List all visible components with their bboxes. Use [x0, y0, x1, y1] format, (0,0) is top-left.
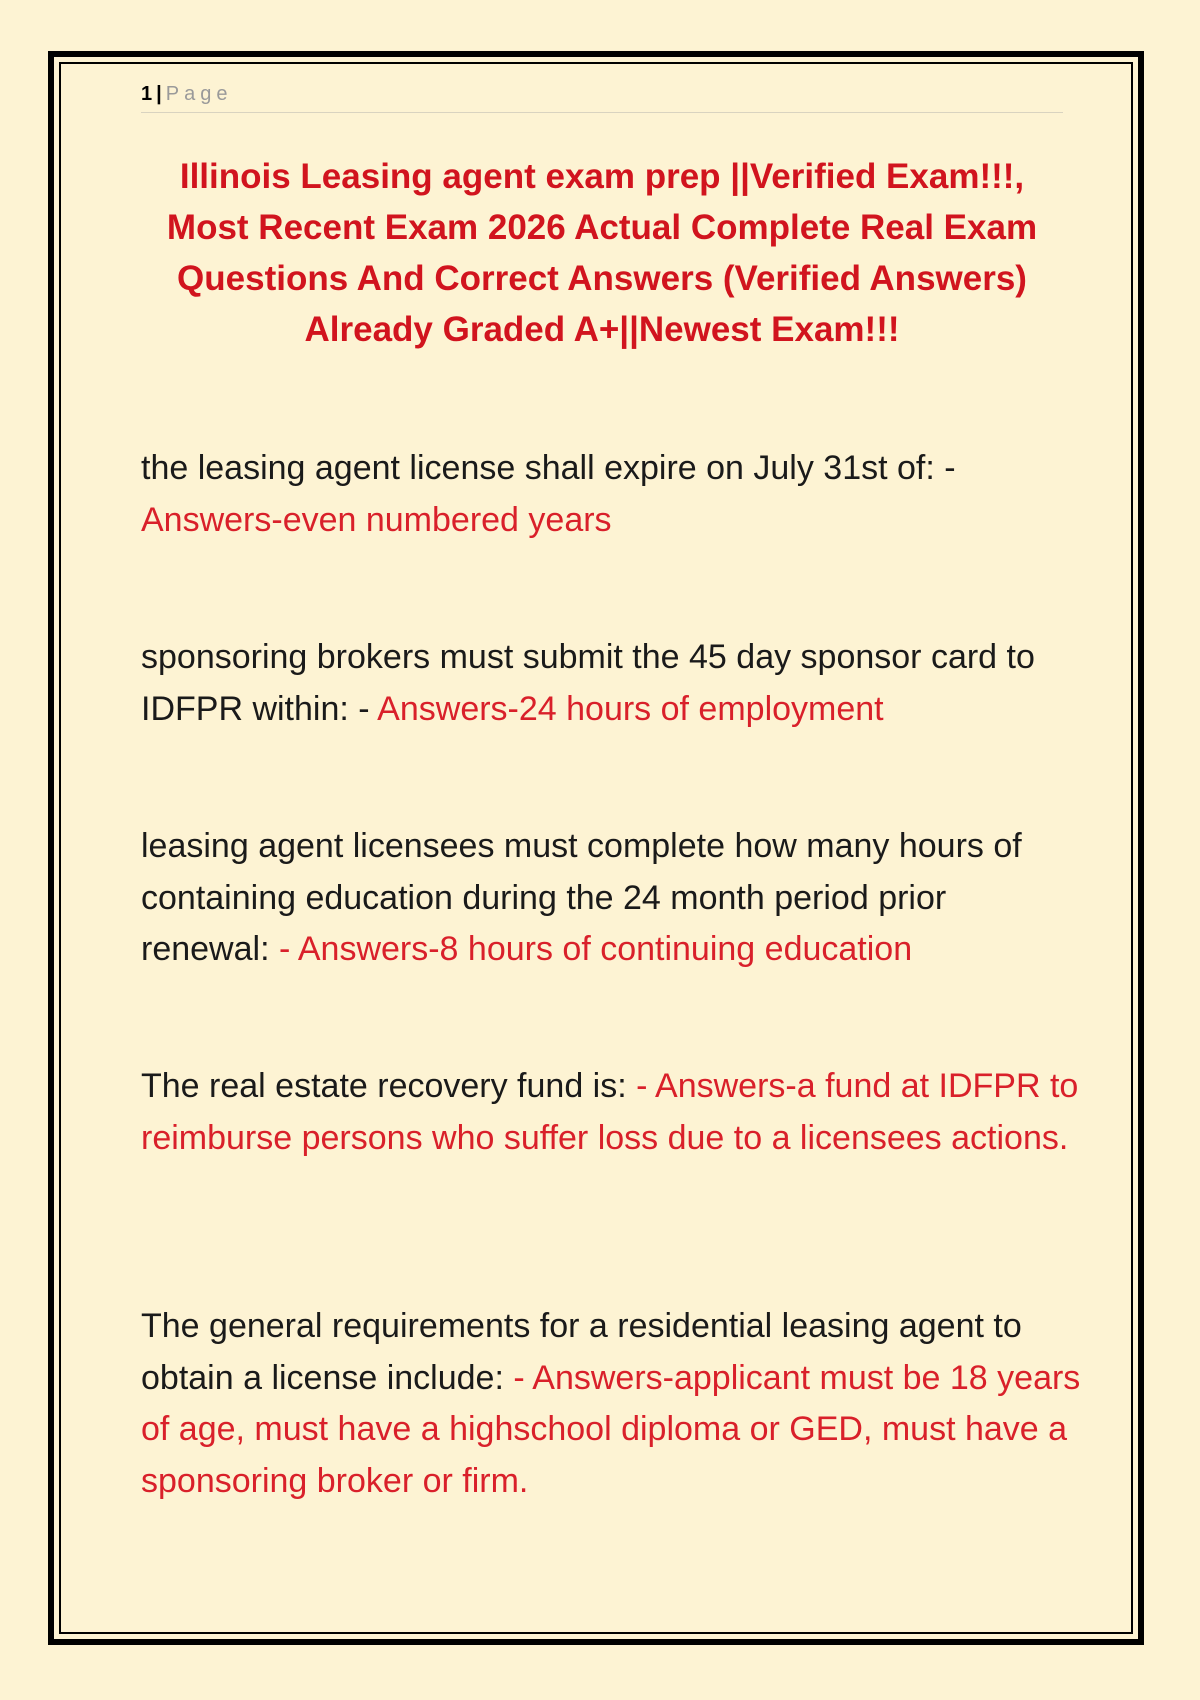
question-text: sponsoring brokers must submit the 45 day sponsor card to IDFPR within: - [141, 638, 1035, 728]
document-title: Illinois Leasing agent exam prep ||Verified Exam!!!, Most Recent Exam 2026 Actual Complete Real Exam Questions And Correct Answers (Verified Answers) Already Graded A+||Newest Exam!!! [166, 157, 1038, 349]
page-label: Page [165, 83, 233, 105]
qa-item [141, 1301, 1081, 1507]
qa-item [141, 821, 1081, 976]
question-text: The real estate recovery fund is: [141, 1067, 627, 1105]
answer-text: - Answers-a fund at IDFPR to reimburse persons who suffer loss due to a licensees actions. [141, 1067, 1079, 1157]
page-separator: | [156, 83, 162, 105]
question-text: the leasing agent license shall expire on July 31st of: - [141, 449, 956, 487]
question-text: The general requirements for a residential leasing agent to obtain a license include: [141, 1307, 1022, 1397]
answer-text: - Answers-applicant must be 18 years of age, must have a highschool diploma or GED, must have a sponsoring broker or firm. [141, 1358, 1081, 1500]
answer-text: - Answers-8 hours of continuing education [278, 930, 913, 968]
answer-text: Answers-even numbered years [141, 500, 612, 539]
page-header [141, 80, 1063, 113]
qa-item [141, 1061, 1081, 1164]
page-number: 1 [141, 83, 153, 105]
qa-item [141, 632, 1081, 735]
qa-item [141, 443, 1081, 546]
answer-text: Answers-24 hours of employment [377, 689, 884, 728]
question-text: leasing agent licensees must complete how many hours of containing education during the 24 month period prior renewal: [141, 827, 1022, 968]
